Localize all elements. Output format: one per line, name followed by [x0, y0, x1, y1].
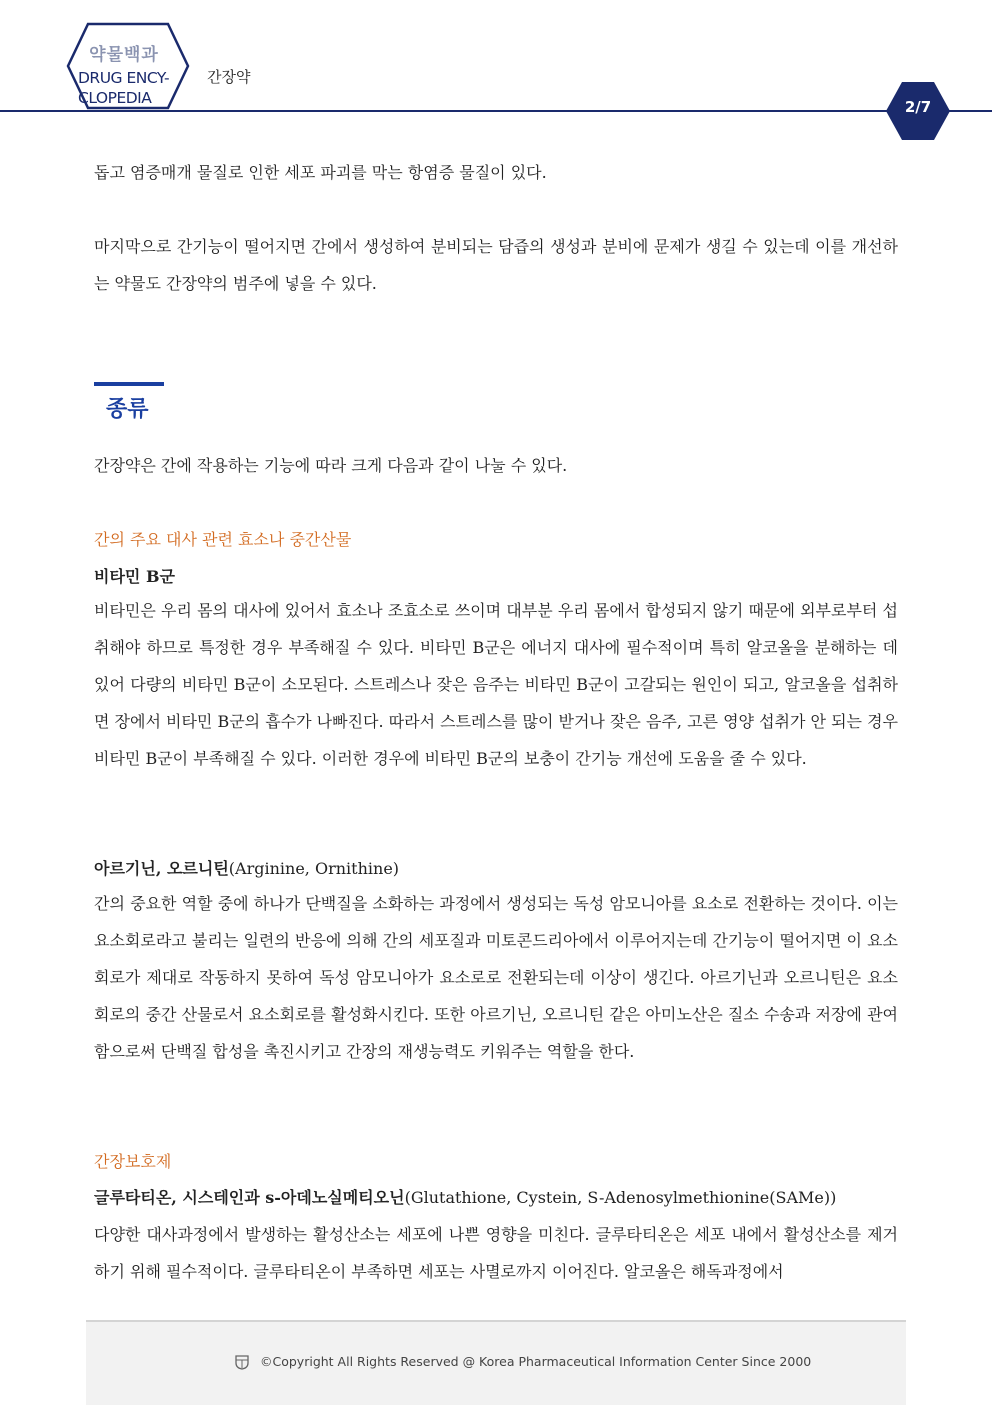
page-header — [0, 0, 992, 140]
category-heading-2: 간장보호제 — [94, 1152, 172, 1171]
page-footer — [86, 1320, 906, 1405]
item-title-glutathione-en: (Glutathione, Cystein, S-Adenosylmethionine(SAMe)) — [404, 1188, 837, 1207]
paragraph-intro-1: 돕고 염증매개 물질로 인한 세포 파괴를 막는 항염증 물질이 있다. — [94, 163, 547, 182]
logo-english — [78, 68, 170, 108]
item-title-glutathione — [94, 1186, 836, 1210]
category-heading-1: 간의 주요 대사 관련 효소나 중간산물 — [94, 530, 352, 549]
item-title-glutathione-ko: 글루타티온, 시스테인과 s-아데노실메티오닌 — [94, 1188, 405, 1207]
logo-english-line1: DRUG ENCY- — [78, 69, 170, 87]
item-body-vitamin-b: 비타민은 우리 몸의 대사에 있어서 효소나 조효소로 쓰이며 대부분 우리 몸에서 합성되지 않기 때문에 외부로부터 섭취해야 하므로 특정한 경우 부족해질 수 있다. 비타민 B군은 에너지 대사에 필수적이며 특히 알코올을 분해하는 데 있어 다량의 비타민 B군이 소모된다. 스트레스나 잦은 음주는 비타민 B군이 고갈되는 원인이 되고, 알코올을 섭취하면 장에서 비타민 B군의 흡수가 나빠진다. 따라서 스트레스를 많이 받거나 잦은 음주, 고른 영양 섭취가 안 되는 경우 비타민 B군이 부족해질 수 있다. 이러한 경우에 비타민 B군의 보충이 간기능 개선에 도움을 줄 수 있다. — [94, 601, 898, 768]
item-body-glutathione: 다양한 대사과정에서 발생하는 활성산소는 세포에 나쁜 영향을 미친다. 글루타티온은 세포 내에서 활성산소를 제거하기 위해 필수적이다. 글루타티온이 부족하면 세포는 사멸로까지 이어진다. 알코올은 해독과정에서 — [94, 1225, 898, 1281]
item-title-arginine-en: (Arginine, Ornithine) — [228, 859, 400, 878]
document-title: 간장약 — [207, 68, 251, 86]
item-title-vitamin-b: 비타민 B군 — [94, 567, 175, 586]
section-title: 종류 — [106, 397, 149, 422]
item-title-arginine-ko: 아르기닌, 오르니틴 — [94, 859, 229, 878]
shield-emblem-icon — [234, 1354, 250, 1370]
logo-english-line2: CLOPEDIA — [78, 89, 152, 107]
section-title-bar — [94, 382, 164, 386]
paragraph-intro-2: 마지막으로 간기능이 떨어지면 간에서 생성하여 분비되는 담즙의 생성과 분비에 문제가 생길 수 있는데 이를 개선하는 약물도 간장약의 범주에 넣을 수 있다. — [94, 237, 898, 293]
logo-korean: 약물백과 — [89, 45, 159, 65]
section-intro: 간장약은 간에 작용하는 기능에 따라 크게 다음과 같이 나눌 수 있다. — [94, 456, 568, 475]
copyright-text: ©Copyright All Rights Reserved @ Korea Pharmaceutical Information Center Since 2000 — [260, 1354, 812, 1369]
item-title-arginine — [94, 857, 399, 881]
page-number: 2/7 — [904, 98, 932, 116]
item-body-arginine: 간의 중요한 역할 중에 하나가 단백질을 소화하는 과정에서 생성되는 독성 암모니아를 요소로 전환하는 것이다. 이는 요소회로라고 불리는 일련의 반응에 의해 간의 세포질과 미토콘드리아에서 이루어지는데 간기능이 떨어지면 이 요소회로가 제대로 작동하지 못하여 독성 암모니아가 요소로로 전환되는데 이상이 생긴다. 아르기닌과 오르니틴은 요소회로의 중간 산물로서 요소회로를 활성화시킨다. 또한 아르기닌, 오르니틴 같은 아미노산은 질소 수송과 저장에 관여함으로써 단백질 합성을 촉진시키고 간장의 재생능력도 키워주는 역할을 한다. — [94, 894, 898, 1061]
